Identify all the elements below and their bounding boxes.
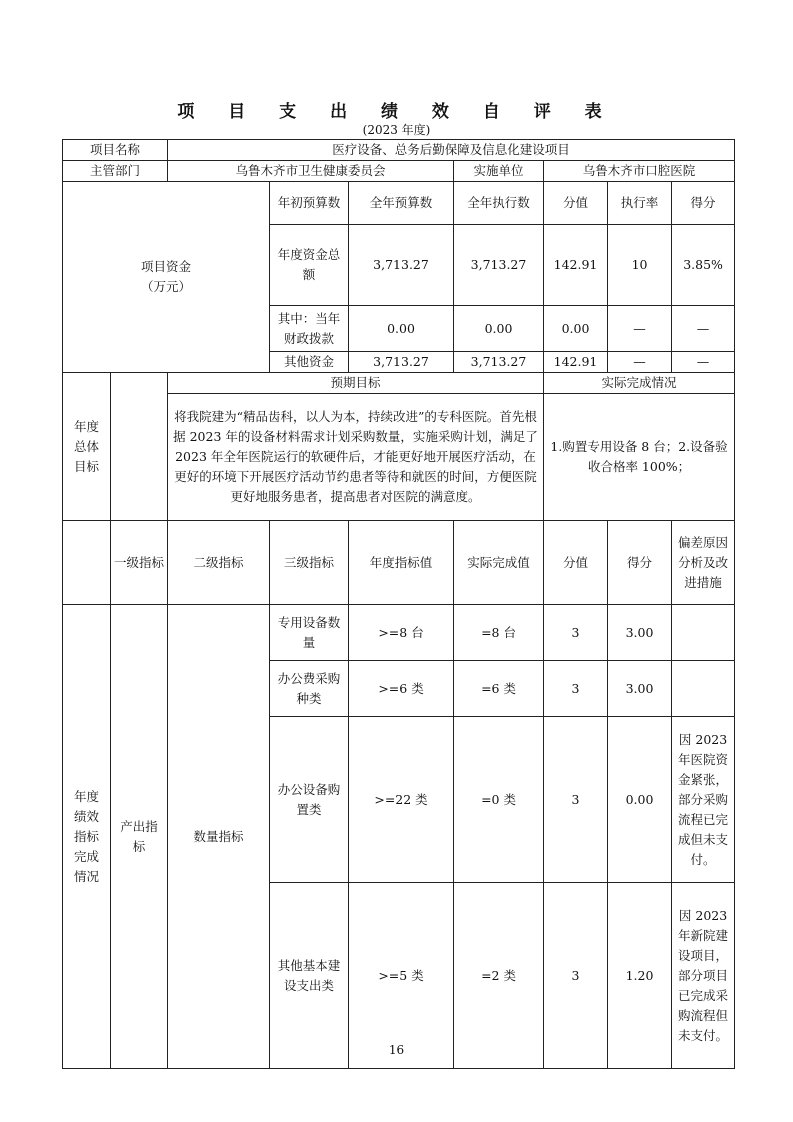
indicators-header-level3: 三级指标: [270, 521, 349, 605]
funds-budget-full: 3,713.27: [454, 225, 544, 306]
indicator-reason: [672, 661, 735, 717]
indicator-target: >=5 类: [349, 883, 454, 1069]
page-number: 16: [388, 1043, 405, 1057]
indicator-target: >=22 类: [349, 717, 454, 883]
goals-spacer: [111, 373, 168, 521]
funds-executed: 142.91: [544, 225, 608, 306]
indicator-actual: =2 类: [454, 883, 544, 1069]
funds-row-label: 其中：当年财政拨款: [270, 306, 349, 352]
funds-budget-start: 0.00: [349, 306, 454, 352]
funds-header-row: [63, 182, 735, 225]
funds-rate: —: [672, 306, 735, 352]
funds-budget-start: 3,713.27: [349, 225, 454, 306]
goals-actual-header: 实际完成情况: [544, 373, 735, 394]
implementer-label: 实施单位: [454, 161, 544, 182]
funds-rate: —: [672, 352, 735, 373]
funds-header-score-value: 分值: [544, 182, 608, 225]
indicator-score-value: 3: [544, 605, 608, 661]
indicator-target: >=8 台: [349, 605, 454, 661]
funds-budget-full: 3,713.27: [454, 352, 544, 373]
indicators-header-reason: 偏差原因分析及改进措施: [672, 521, 735, 605]
funds-budget-full: 0.00: [454, 306, 544, 352]
project-name-value: 医疗设备、总务后勤保障及信息化建设项目: [168, 140, 735, 161]
funds-header-budget-full: 全年预算数: [349, 182, 454, 225]
indicator-name: 办公费采购种类: [270, 661, 349, 717]
indicators-level1: 产出指 标: [111, 605, 168, 1069]
indicator-target: >=6 类: [349, 661, 454, 717]
goals-label: 年度 总体 目标: [63, 373, 111, 521]
indicators-header-level1: 一级指标: [111, 521, 168, 605]
department-row: [63, 161, 735, 182]
indicator-actual: =6 类: [454, 661, 544, 717]
department-value: 乌鲁木齐市卫生健康委员会: [168, 161, 454, 182]
indicator-score: 1.20: [608, 883, 672, 1069]
indicator-score: 0.00: [608, 717, 672, 883]
funds-score-value: —: [608, 352, 672, 373]
implementer-value: 乌鲁木齐市口腔医院: [544, 161, 735, 182]
goals-expected-text: 将我院建为“精品齿科，以人为本，持续改进”的专科医院。首先根据 2023 年的设备材料需求计划采购数量，实施采购计划，满足了 2023 年全年医院运行的软硬件后，才能更好地开展医疗活动，在更好的环境下开展医疗活动节约患者等待和就医的时间，方便医院更好地服务患者，提高患者对医院的满意度。: [168, 394, 544, 521]
goals-expected-header: 预期目标: [168, 373, 544, 394]
indicators-header-level2: 二级指标: [168, 521, 270, 605]
page-title: 项 目 支 出 绩 效 自 评 表: [177, 102, 616, 122]
department-label: 主管部门: [63, 161, 168, 182]
page-subtitle: (2023 年度): [362, 123, 431, 137]
indicators-header-actual: 实际完成值: [454, 521, 544, 605]
indicators-section-label: 年度 绩效 指标 完成 情况: [63, 605, 111, 1069]
project-name-row: [63, 140, 735, 161]
indicator-score-value: 3: [544, 717, 608, 883]
indicator-name: 其他基本建设支出类: [270, 883, 349, 1069]
indicators-header-score: 得分: [608, 521, 672, 605]
indicators-header-target: 年度指标值: [349, 521, 454, 605]
indicators-header-blank: [63, 521, 111, 605]
indicator-reason: 因 2023 年医院资金紧张，部分采购流程已完成但未支付。: [672, 717, 735, 883]
indicator-reason: 因 2023 年新院建设项目，部分项目已完成采购流程但未支付。: [672, 883, 735, 1069]
indicator-name: 办公设备购置类: [270, 717, 349, 883]
funds-header-executed: 全年执行数: [454, 182, 544, 225]
goals-actual-text: 1.购置专用设备 8 台；2.设备验收合格率 100%；: [544, 394, 735, 521]
funds-score-value: 10: [608, 225, 672, 306]
funds-label: 项目资金 （万元）: [63, 182, 270, 373]
funds-executed: 0.00: [544, 306, 608, 352]
funds-row-label: 其他资金: [270, 352, 349, 373]
indicator-score: 3.00: [608, 661, 672, 717]
indicators-level2: 数量指标: [168, 605, 270, 1069]
funds-header-score: 得分: [672, 182, 735, 225]
indicators-header-score-value: 分值: [544, 521, 608, 605]
goals-header-row: [63, 373, 735, 394]
funds-header-rate: 执行率: [608, 182, 672, 225]
indicator-name: 专用设备数量: [270, 605, 349, 661]
funds-budget-start: 3,713.27: [349, 352, 454, 373]
project-name-label: 项目名称: [63, 140, 168, 161]
funds-header-budget-start: 年初预算数: [270, 182, 349, 225]
indicator-actual: =0 类: [454, 717, 544, 883]
indicator-score-value: 3: [544, 883, 608, 1069]
funds-score-value: —: [608, 306, 672, 352]
indicator-row: [63, 605, 735, 661]
performance-table: [62, 139, 735, 1069]
indicator-reason: [672, 605, 735, 661]
indicator-score: 3.00: [608, 605, 672, 661]
funds-rate: 3.85%: [672, 225, 735, 306]
indicator-actual: =8 台: [454, 605, 544, 661]
funds-executed: 142.91: [544, 352, 608, 373]
indicators-header-row: [63, 521, 735, 605]
funds-row-label: 年度资金总额: [270, 225, 349, 306]
indicator-score-value: 3: [544, 661, 608, 717]
